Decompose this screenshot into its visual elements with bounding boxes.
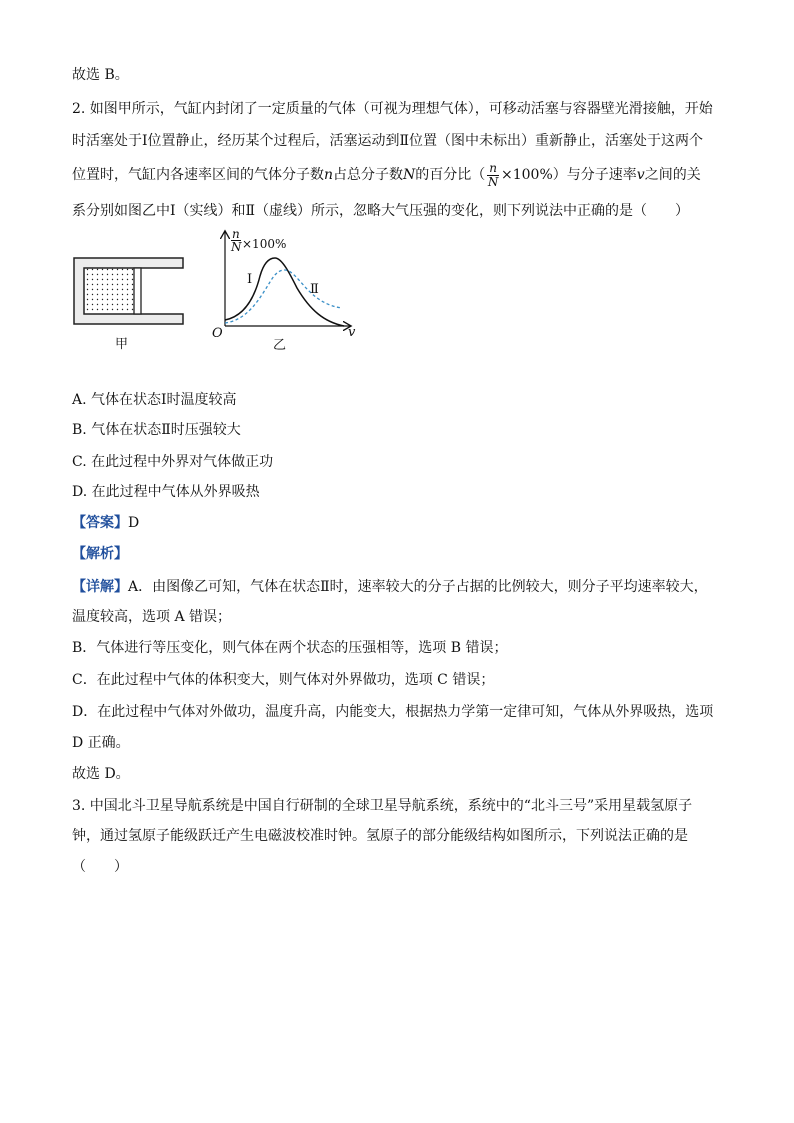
curve-II: [225, 270, 342, 323]
answer-line: [72, 514, 139, 532]
question-2-line-4: 系分别如图乙中Ⅰ（实线）和Ⅱ（虚线）所示，忽略大气压强的变化，则下列说法中正确的是（ ）: [72, 203, 690, 219]
question-3-line-3: （ ）: [72, 859, 128, 875]
x-axis-label: v: [348, 325, 356, 340]
curve-II-label: Ⅱ: [310, 282, 319, 297]
analysis-tag: 【解析】: [72, 546, 128, 562]
question-3-line-2: 钟，通过氢原子能级跃迁产生电磁波校准时钟。氢原子的部分能级结构如图所示，下列说法正确的是: [72, 828, 688, 844]
detail-line-4: C．在此过程中气体的体积变大，则气体对外界做功，选项 C 错误；: [72, 672, 495, 688]
option-a: A. 气体在状态Ⅰ时温度较高: [72, 392, 237, 408]
detail-tag: 【详解】: [72, 579, 128, 595]
y-axis-label-den: N: [231, 240, 242, 254]
detail-line-5: D．在此过程中气体对外做功，温度升高，内能变大，根据热力学第一定律可知，气体从外界吸热，选项: [72, 704, 714, 720]
y-axis-label-pct: ×100%: [242, 237, 287, 251]
option-d: D. 在此过程中气体从外界吸热: [72, 484, 260, 500]
question-2-line-2: 时活塞处于Ⅰ位置静止，经历某个过程后，活塞运动到Ⅱ位置（图中未标出）重新静止，活塞处于这两个: [72, 133, 704, 149]
answer-tag: 【答案】: [72, 515, 128, 531]
figure-jia-caption: 甲: [115, 337, 129, 352]
y-axis-label-num: n: [232, 227, 240, 241]
question-2-line-1: 2. 如图甲所示，气缸内封闭了一定质量的气体（可视为理想气体），可移动活塞与容器壁光滑接触，开始: [72, 101, 713, 117]
option-b: B. 气体在状态Ⅱ时压强较大: [72, 422, 241, 438]
fraction-n-over-N: $\frac{n}{N}$: [487, 160, 499, 189]
detail-line-2: 温度较高，选项 A 错误；: [72, 609, 232, 625]
question-3-line-1: 3. 中国北斗卫星导航系统是中国自行研制的全球卫星导航系统，系统中的“北斗三号”采用星载氢原子: [72, 798, 693, 814]
answer-value: D: [128, 515, 140, 531]
option-c: C. 在此过程中外界对气体做正功: [72, 454, 274, 470]
conclusion-q2: 故选 D。: [72, 766, 130, 782]
conclusion-prev: 故选 B。: [72, 67, 129, 83]
detail-line-1: 【详解】A．由图像乙可知，气体在状态Ⅱ时，速率较大的分子占据的比例较大，则分子平均速率较大，: [72, 579, 708, 595]
detail-line-3: B．气体进行等压变化，则气体在两个状态的压强相等，选项 B 错误；: [72, 640, 508, 656]
figure-jia-cylinder: [70, 252, 190, 332]
detail-line-6: D 正确。: [72, 735, 130, 751]
piston: [134, 268, 141, 314]
curve-I-label: Ⅰ: [247, 272, 253, 287]
figure-yi-caption: 乙: [273, 338, 287, 353]
origin-label: O: [212, 326, 223, 341]
gas-region: [84, 268, 134, 314]
question-2-line-3: 位置时，气缸内各速率区间的气体分子数n占总分子数N的百分比（ $\frac{n}{N}$ ×100%）与分子速率v之间的关: [72, 160, 701, 189]
